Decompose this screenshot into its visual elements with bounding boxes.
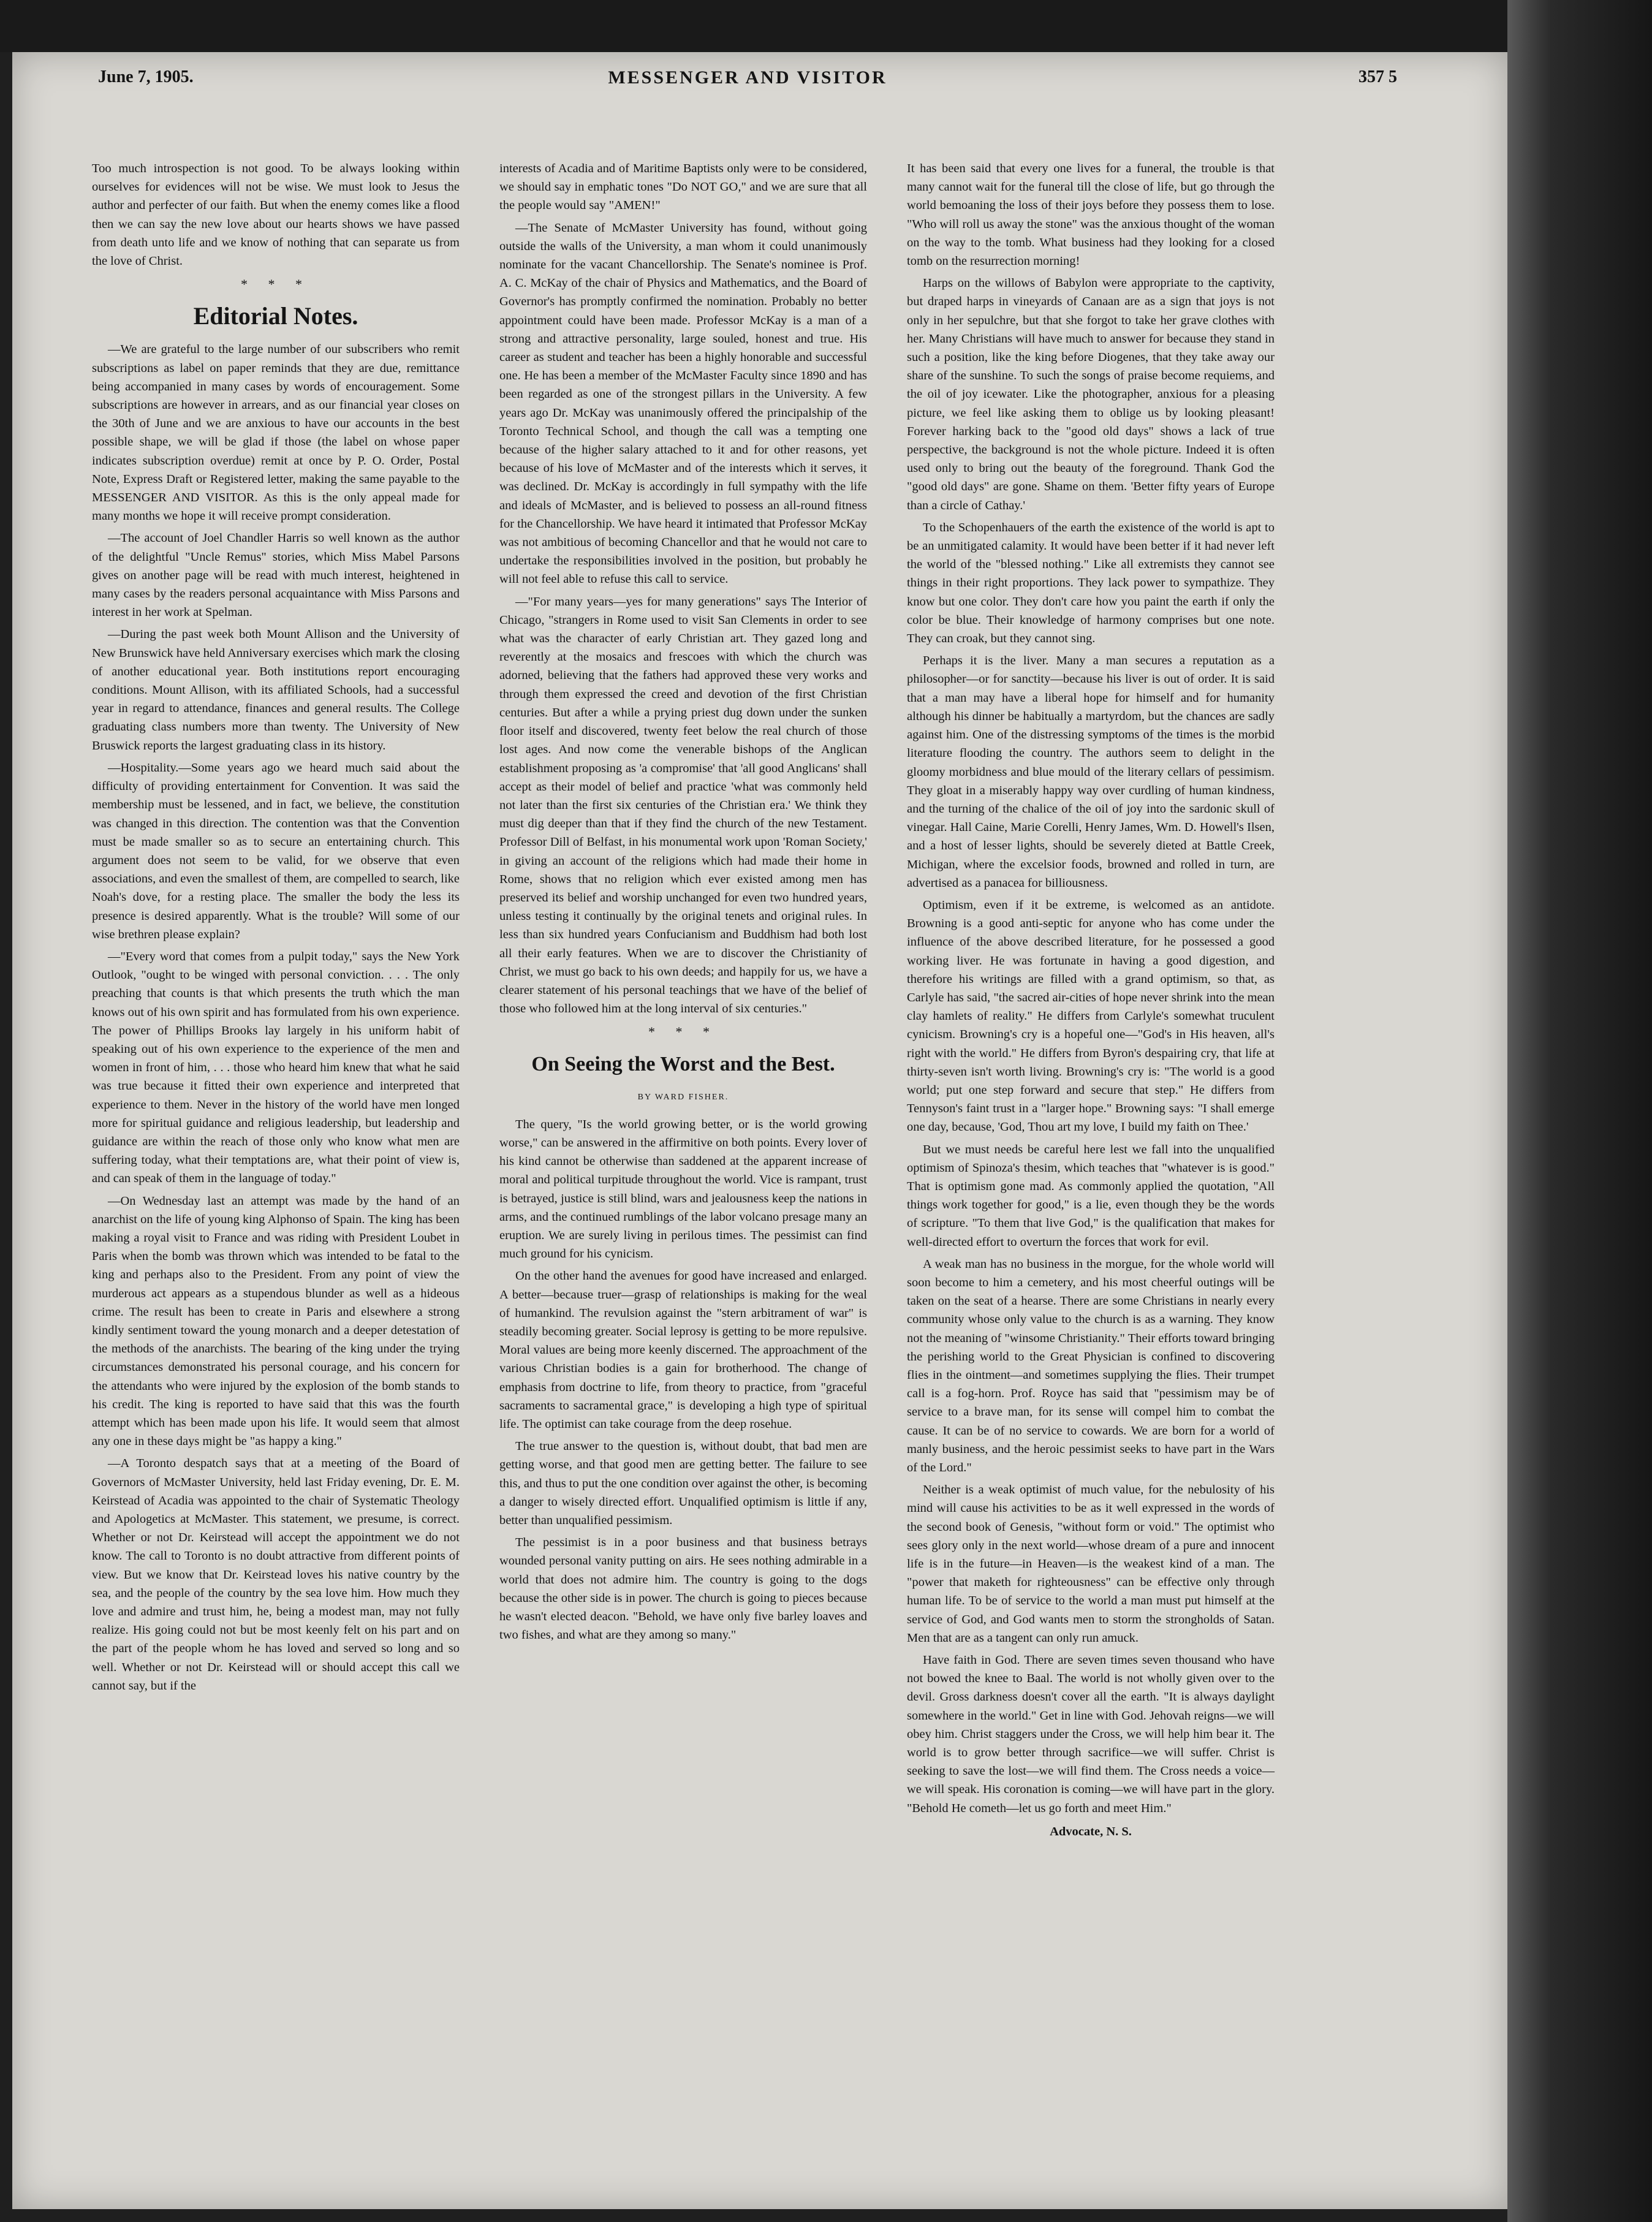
newspaper-name: MESSENGER AND VISITOR: [608, 67, 887, 88]
article-paragraph: The true answer to the question is, without doubt, that bad men are getting worse, and that good men are getting better. The failure to see this, and thus to put the one condition over against the other, is becoming a danger to wisely directed effort. Unqualified optimism is little if any, better than unqualified pessimism.: [499, 1439, 867, 1528]
article-signature: Advocate, N. S.: [1050, 1824, 1132, 1838]
column-1: [92, 159, 460, 1699]
article-paragraph: It has been said that every one lives for a funeral, the trouble is that many cannot wait for the funeral till the close of life, but go through the world bemoaning the loss of their joys before they possess them to lose. "Who will roll us away the stone" was the anxious thought of the woman on the way to the tomb. What business had they looking for a closed tomb on the resurrection morning!: [907, 162, 1275, 268]
article-title: On Seeing the Worst and the Best.: [531, 1052, 835, 1075]
editorial-paragraph: —A Toronto despatch says that at a meeting of the Board of Governors of McMaster University, held last Friday evening, Dr. E. M. Keirstead of Acadia was appointed to the chair of Systematic Theology and Apologetics at McMaster. This statement, we presume, is correct. Whether or not Dr. Keirstead will accept the appointment we do not know. The call to Toronto is no doubt attractive from different points of view. But we know that Dr. Keirstead loves his native country by the sea, and the people of the country by the sea love him. How much they love and admire and trust him, he, being a modest man, may not fully realize. His going could not but be most keenly felt on his part and on the part of the people whom he has loved and served so long and so well. Whether or not Dr. Keirstead will or should accept this call we cannot say, but if the: [92, 1457, 460, 1693]
column-3: [907, 159, 1275, 1841]
scan-right-edge: [1507, 0, 1652, 2222]
editorial-paragraph: —The account of Joel Chandler Harris so well known as the author of the delightful "Uncle Remus" stories, which Miss Mabel Parsons gives on another page will be read with much interest, heightened in many cases by the readers personal acquaintance with Miss Parsons and interest in her work at Spelman.: [92, 531, 460, 620]
column-2: [499, 159, 867, 1648]
editorial-paragraph: —Hospitality.—Some years ago we heard much said about the difficulty of providing entertainment for Convention. It was said the membership must be lessened, and in fact, we believe, the constitution was changed in this direction. The contention was that the Convention must be made smaller so as to secure an entertaining church. This argument does not seem to be valid, for we observe that even associations, and even the smallest of them, are compelled to search, like Noah's dove, for a resting place. The smaller the body the less its presence is desired apparently. What is the trouble? Will some of our wise brethren please explain?: [92, 760, 460, 941]
section-divider: * * *: [241, 276, 311, 292]
article-paragraph: Neither is a weak optimist of much value, for the nebulosity of his mind will cause his activities to be as it well expressed in the words of the second book of Genesis, "without form or void." The optimist who sees glory only in the next world—whose dream of a pure and innocent life is in the future—in Heaven—is the weakest kind of a man. The "power that maketh for righteousness" can be effective only through human life. To be of service to the world a man must put himself at the service of God, and God wants men to storm the strongholds of Satan. Men that are as a tangent can only run amuck.: [907, 1483, 1275, 1645]
article-paragraph: On the other hand the avenues for good have increased and enlarged. A better—because truer—grasp of relationships is making for the weal of humankind. The revulsion against the "stern arbitrament of war" is steadily becoming greater. Social leprosy is getting to be more repulsive. Moral values are being more keenly discerned. The approachment of the various Christian bodies is a gain for brotherhood. The change of emphasis from doctrine to life, from theory to practice, from "graceful sacraments to sacramental grace," is developing a high type of spiritual life. The optimist can take courage from the deep rosehue.: [499, 1269, 867, 1431]
article-paragraph: Harps on the willows of Babylon were appropriate to the captivity, but draped harps in vineyards of Canaan are as a sign that joys is not only in her sepulchre, but that she forgot to take her grave clothes with her. Many Christians will have much to answer for because they stand in such a position, like the king before Diogenes, that they take away our share of the sunshine. To such the songs of praise become requiems, and the oil of joy icewater. Like the photographer, anxious for a pleasing picture, we feel like asking them to oblige us by looking pleasant! Forever harking back to the "good old days" shows a lack of true perspective, the background is not the whole picture. Indeed it is often used only to bring out the beauty of the foreground. Thank God the "good old days" are gone. Shame on them. 'Better fifty years of Europe than a circle of Cathay.': [907, 276, 1275, 512]
editorial-paragraph: interests of Acadia and of Maritime Baptists only were to be considered, we should say in emphatic tones "Do NOT GO," and we are sure that all the people would say "AMEN!": [499, 162, 867, 213]
page-number: 357 5: [1358, 67, 1397, 86]
article-paragraph: The pessimist is in a poor business and that business betrays wounded personal vanity putting on airs. He sees nothing admirable in a world that does not admire him. The country is going to the dogs because the other side is in power. The church is going to pieces because he wasn't elected deacon. "Behold, we have only five barley loaves and two fishes, and what are they among so many.": [499, 1536, 867, 1642]
article-paragraph: But we must needs be careful here lest we fall into the unqualified optimism of Spinoza's thesim, which teaches that "whatever is is good." That is optimism gone mad. As commonly applied the quotation, "All things work together for good," is a lie, even though they be the words of scripture. "To them that live God," is the qualification that makes for well-directed effort to overturn the forces that work for evil.: [907, 1142, 1275, 1249]
editorial-paragraph: —During the past week both Mount Allison and the University of New Brunswick have held Anniversary exercises which mark the closing of another educational year. Both institutions report encouraging conditions. Mount Allison, with its affiliated Schools, had a successful year in regard to attendance, finances and general results. The College graduating class numbers more than twenty. The University of New Bruswick reports the largest graduating class in its history.: [92, 628, 460, 753]
section-divider: * * *: [648, 1024, 718, 1040]
article-paragraph: The query, "Is the world growing better, or is the world growing worse," can be answered in the affirmitive on both points. Every lover of his kind cannot be otherwise than saddened at the apparent increase of moral and political turpitude throughout the world. Vice is rampant, trust is betrayed, justice is still blind, wars and jealousness keep the nations in arms, and the continued rumblings of the labor volcano presage many an eruption. We are surely living in perilous times. The pessimist can find much ground for his cynicism.: [499, 1117, 867, 1261]
article-paragraph: A weak man has no business in the morgue, for the whole world will soon become to him a cemetery, and his most cheerful outings will be taken on the seat of a hearse. There are some Christians in nearly every community whose only value to the church is as a warning. They know not the meaning of "winsome Christianity." Their efforts toward bringing the perishing world to the Great Physician is confined to discovering flies in the ointment—and sometimes supplying the flies. Their trumpet call is a fog-horn. Prof. Royce has said that "pessimism may be of service to a brave man, for its sense will compel him to combat the cause. It can be of no service to cowards. We are born for a world of manly business, and the heroic pessimist seeks to have part in the Wars of the Lord.": [907, 1257, 1275, 1475]
editorial-paragraph: —On Wednesday last an attempt was made by the hand of an anarchist on the life of young king Alphonso of Spain. The king has been making a royal visit to France and was riding with President Loubet in Paris when the bomb was thrown which was intended to be fatal to the king and perhaps also to the President. From any point of view the murderous act appears as a stupendous blunder as well as a hideous crime. The result has been to create in Paris and elsewhere a strong kindly sentiment toward the young monarch and a deeper detestation of the methods of the anarchists. The bearing of the king under the trying circumstances demonstrated his personal courage, and his concern for the attendants who were injured by the explosion of the bomb stands to his credit. The king is reported to have said that this was the fourth attempt which has been made upon his life. It would seem that almost any one in these days might be "as happy a king.": [92, 1194, 460, 1449]
article-paragraph: Optimism, even if it be extreme, is welcomed as an antidote. Browning is a good anti-septic for anyone who has come under the influence of the above described literature, for he possessed a good working liver. He was fortunate in having a good digestion, and therefore his writings are filled with a grand optimism, so that, as Carlyle has said, "the sacred air-cities of hope never shrink into the mean clay hamlets of reality." He differs from Carlyle's somewhat truculent cynicism. Browning's cry is a hopeful one—"God's in His heaven, all's right with the world." He differs from Byron's despairing cry, that life at thirty-seven isn't worth living. Browning's cry is: "The world is a good world; put one step forward and secure that step." He differs from Tennyson's faint trust in a "larger hope." Browning says: "I shall emerge one day, because, 'God, Thou art my love, I build my faith on Thee.': [907, 898, 1275, 1134]
issue-date: June 7, 1905.: [98, 67, 194, 86]
page-header: [98, 67, 1397, 104]
editorial-paragraph: —We are grateful to the large number of our subscribers who remit subscriptions as label on paper reminds that they are due, remittance being accompanied in many cases by words of encouragement. Some subscriptions are however in arrears, and as our financial year closes on the 30th of June and we are anxious to have our accounts in the best possible shape, we will be glad if those (the label on whose paper indicates subscription overdue) remit at once by P. O. Order, Postal Note, Express Draft or Registered letter, making the same payable to the MESSENGER AND VISITOR. As this is the only appeal made for many months we hope it will receive prompt consideration.: [92, 343, 460, 523]
article-paragraph: Have faith in God. There are seven times seven thousand who have not bowed the knee to Baal. The world is not wholly given over to the devil. Gross darkness doesn't cover all the earth. "It is always daylight somewhere in the world." Get in line with God. Jehovah reigns—we will obey him. Christ staggers under the Cross, we will help him bear it. The world is to grow better through sacrifice—we will suffer. Christ is seeking to save the lost—we will find them. The Cross needs a voice—we will speak. His coronation is coming—we will have part in the glory. "Behold He cometh—let us go forth and meet Him.": [907, 1653, 1275, 1815]
editorial-paragraph: —"Every word that comes from a pulpit today," says the New York Outlook, "ought to be winged with personal conviction. . . . The only preaching that counts is that which presents the truth which the man knows out of his own spirit and has formulated from his own experience. The power of Phillips Brooks lay largely in his uniform habit of speaking out of his own experience to the experience of the men and women in front of him, . . . those who heard him knew that what he said was true because it fitted their own experience and interpreted that experience to them. Never in the history of the world have men longed more for spiritual guidance and religious leadership, but leadership and guidance are within the reach of those only who know what men are suffering today, what their temptations are, what their point of view is, and can speak of them in the language of today.": [92, 949, 460, 1186]
intro-paragraph: Too much introspection is not good. To be always looking within ourselves for evidences will not be wise. We must look to Jesus the author and perfecter of our faith. But when the enemy comes like a flood then we can say the new love about our hearts shows we have passed from death unto life and we know of nothing that can separate us from the love of Christ.: [92, 162, 460, 268]
editorial-notes-title: Editorial Notes.: [193, 302, 358, 330]
article-byline: BY WARD FISHER.: [637, 1092, 729, 1102]
article-paragraph: To the Schopenhauers of the earth the existence of the world is apt to be an unmitigated calamity. It would have been better if it had never left the world of the "blessed nothing." Like all extremists they cannot see things in their right proportions. They lack power to sympathize. They know but one color. They don't care how you paint the earth if only the color be blue. Their knowledge of harmony comprises but one note. They can croak, but they cannot sing.: [907, 520, 1275, 646]
scan-top-edge: [0, 0, 1652, 52]
editorial-paragraph: —The Senate of McMaster University has found, without going outside the walls of the University, a man whom it could unanimously nominate for the vacant Chancellorship. The Senate's nominee is Prof. A. C. McKay of the chair of Physics and Mathematics, and the Board of Governor's has promptly confirmed the nomination. Probably no better appointment could have been made. Professor McKay is a man of a strong and attractive personality, large souled, honest and true. His career as student and teacher has been a highly honorable and successful one. He has been a member of the McMaster Faculty since 1890 and has been regarded as one of the strongest pillars in the University. A few years ago Dr. McKay was unanimously offered the principalship of the Toronto Technical School, and though the call was a tempting one because of the higher salary attached to it and for other reasons, yet because of his love of McMaster and of the interests which it serves, it was declined. Dr. McKay is accordingly in full sympathy with the life and ideals of McMaster, and is believed to possess an all-round fitness for the Chancellorship. We have heard it intimated that Professor McKay was not ambitious of becoming Chancellor and that he would not care to undertake the responsibilities involved in the position, but probably he will not feel able to refuse this call to service.: [499, 221, 867, 586]
article-paragraph: Perhaps it is the liver. Many a man secures a reputation as a philosopher—or for sanctity—because his liver is out of order. It is said that a man may have a liberal hope for himself and for humanity although his dinner be habitually a martyrdom, but the chances are sadly against him. One of the distressing symptoms of the times is the morbid literature flooding the country. The authors seem to delight in the gloomy morbidness and blue mould of the literary cellars of pessimism. They gloat in a miserably happy way over curdling of human kindness, and the turning of the chalice of the oil of joy into the sardonic skull of vinegar. Hall Caine, Marie Corelli, Henry James, Wm. D. Howell's Ilsen, and a host of lesser lights, should be severely dieted at Battle Creek, Michigan, where the excelsior foods, browned and rolled in turn, are advertised as a panacea for billiousness.: [907, 654, 1275, 890]
editorial-paragraph: —"For many years—yes for many generations" says The Interior of Chicago, "strangers in Rome used to visit San Clements in order to see what was the character of early Christian art. They gazed long and reverently at the mosaics and frescoes with which the church was adorned, believing that the fathers had approved these very works and through them expressed the creed and devotion of the first Christian centuries. But after a while a prying priest dug down under the sunken floor itself and discovered, twenty feet below the real church of those lost ages. And now come the venerable bishops of the Anglican establishment proposing as 'a compromise' that 'all good Anglicans' shall accept as their model of belief and practice 'what was commonly held not later than the first six centuries of the Christian era.' We think they must dig deeper than that if they find the church of the new Testament. Professor Dill of Belfast, in his monumental work upon 'Roman Society,' in giving an account of the religions which had made their home in Rome, shows that no religion which ever existed among men has preserved its belief and worship unchanged for even two hundred years, unless testing it continually by the original tenets and original rules. In less than six hundred years Confucianism and Buddhism had both lost all their early features. When we are to discover the Christianity of Christ, we must go back to his own deeds; and happily for us, we have a clearer statement of his personal teachings that we have of the belief of those who followed him at the long interval of six centuries.": [499, 594, 867, 1016]
